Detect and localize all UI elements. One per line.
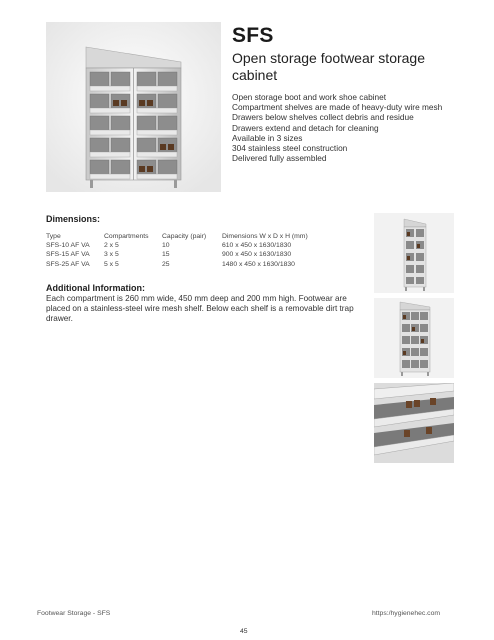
dimensions-heading: Dimensions: <box>46 214 101 224</box>
table-cell: 10 <box>162 242 170 250</box>
dimensions-table <box>46 232 332 269</box>
table-cell: 610 x 450 x 1630/1830 <box>222 242 292 250</box>
feature-list <box>232 92 442 163</box>
column-header: Compartments <box>104 233 149 241</box>
footer-website-link[interactable]: https:/hygienehec.com <box>372 610 441 617</box>
feature-item: Compartment shelves are made of heavy-duty wire mesh <box>232 102 443 113</box>
side-photo-small-cabinet <box>374 213 454 293</box>
side-photo-medium-cabinet <box>374 298 454 378</box>
table-cell: SFS-10 AF VA <box>46 242 90 250</box>
page-number: 45 <box>240 628 248 635</box>
table-row <box>46 241 332 250</box>
additional-info-text: Each compartment is 260 mm wide, 450 mm deep and 200 mm high. Footwear are placed on a stainless-steel wire mesh shelf. Below each shelf is a removable dirt trap drawer. <box>46 294 354 324</box>
footer-left-text: Footwear Storage - SFS <box>37 610 111 617</box>
table-cell: 25 <box>162 260 170 268</box>
column-header: Dimensions W x D x H (mm) <box>222 233 308 241</box>
table-header-row <box>46 232 332 241</box>
feature-item: Open storage boot and work shoe cabinet <box>232 92 387 102</box>
feature-item: Drawers extend and detach for cleaning <box>232 122 379 133</box>
product-name-subtitle: Open storage footwear storage cabinet <box>232 50 426 83</box>
feature-item: 304 stainless steel construction <box>232 143 348 154</box>
feature-item: Delivered fully assembled <box>232 153 327 164</box>
medium-cabinet-illustration <box>374 298 454 378</box>
table-cell: 1480 x 450 x 1630/1830 <box>222 260 295 268</box>
feature-item: Drawers below shelves collect debris and residue <box>232 112 414 123</box>
table-cell: 900 x 450 x 1630/1830 <box>222 251 292 259</box>
main-product-photo <box>46 22 221 192</box>
feature-item: Available in 3 sizes <box>232 132 303 143</box>
shoe-cabinet-illustration <box>46 22 221 192</box>
additional-info-heading: Additional Information: <box>46 283 145 293</box>
column-header: Capacity (pair) <box>162 233 207 241</box>
small-cabinet-illustration <box>374 213 454 293</box>
table-cell: 2 x 5 <box>104 242 119 250</box>
side-photo-closeup-drawers <box>374 383 454 463</box>
table-row <box>46 250 332 259</box>
product-code-title: SFS <box>232 24 274 47</box>
column-header: Type <box>46 233 61 241</box>
table-cell: 3 x 5 <box>104 251 119 259</box>
table-cell: 15 <box>162 251 170 259</box>
closeup-drawers-illustration <box>374 383 454 463</box>
table-cell: 5 x 5 <box>104 260 119 268</box>
table-row <box>46 260 332 269</box>
table-cell: SFS-15 AF VA <box>46 251 90 259</box>
table-cell: SFS-25 AF VA <box>46 260 90 268</box>
